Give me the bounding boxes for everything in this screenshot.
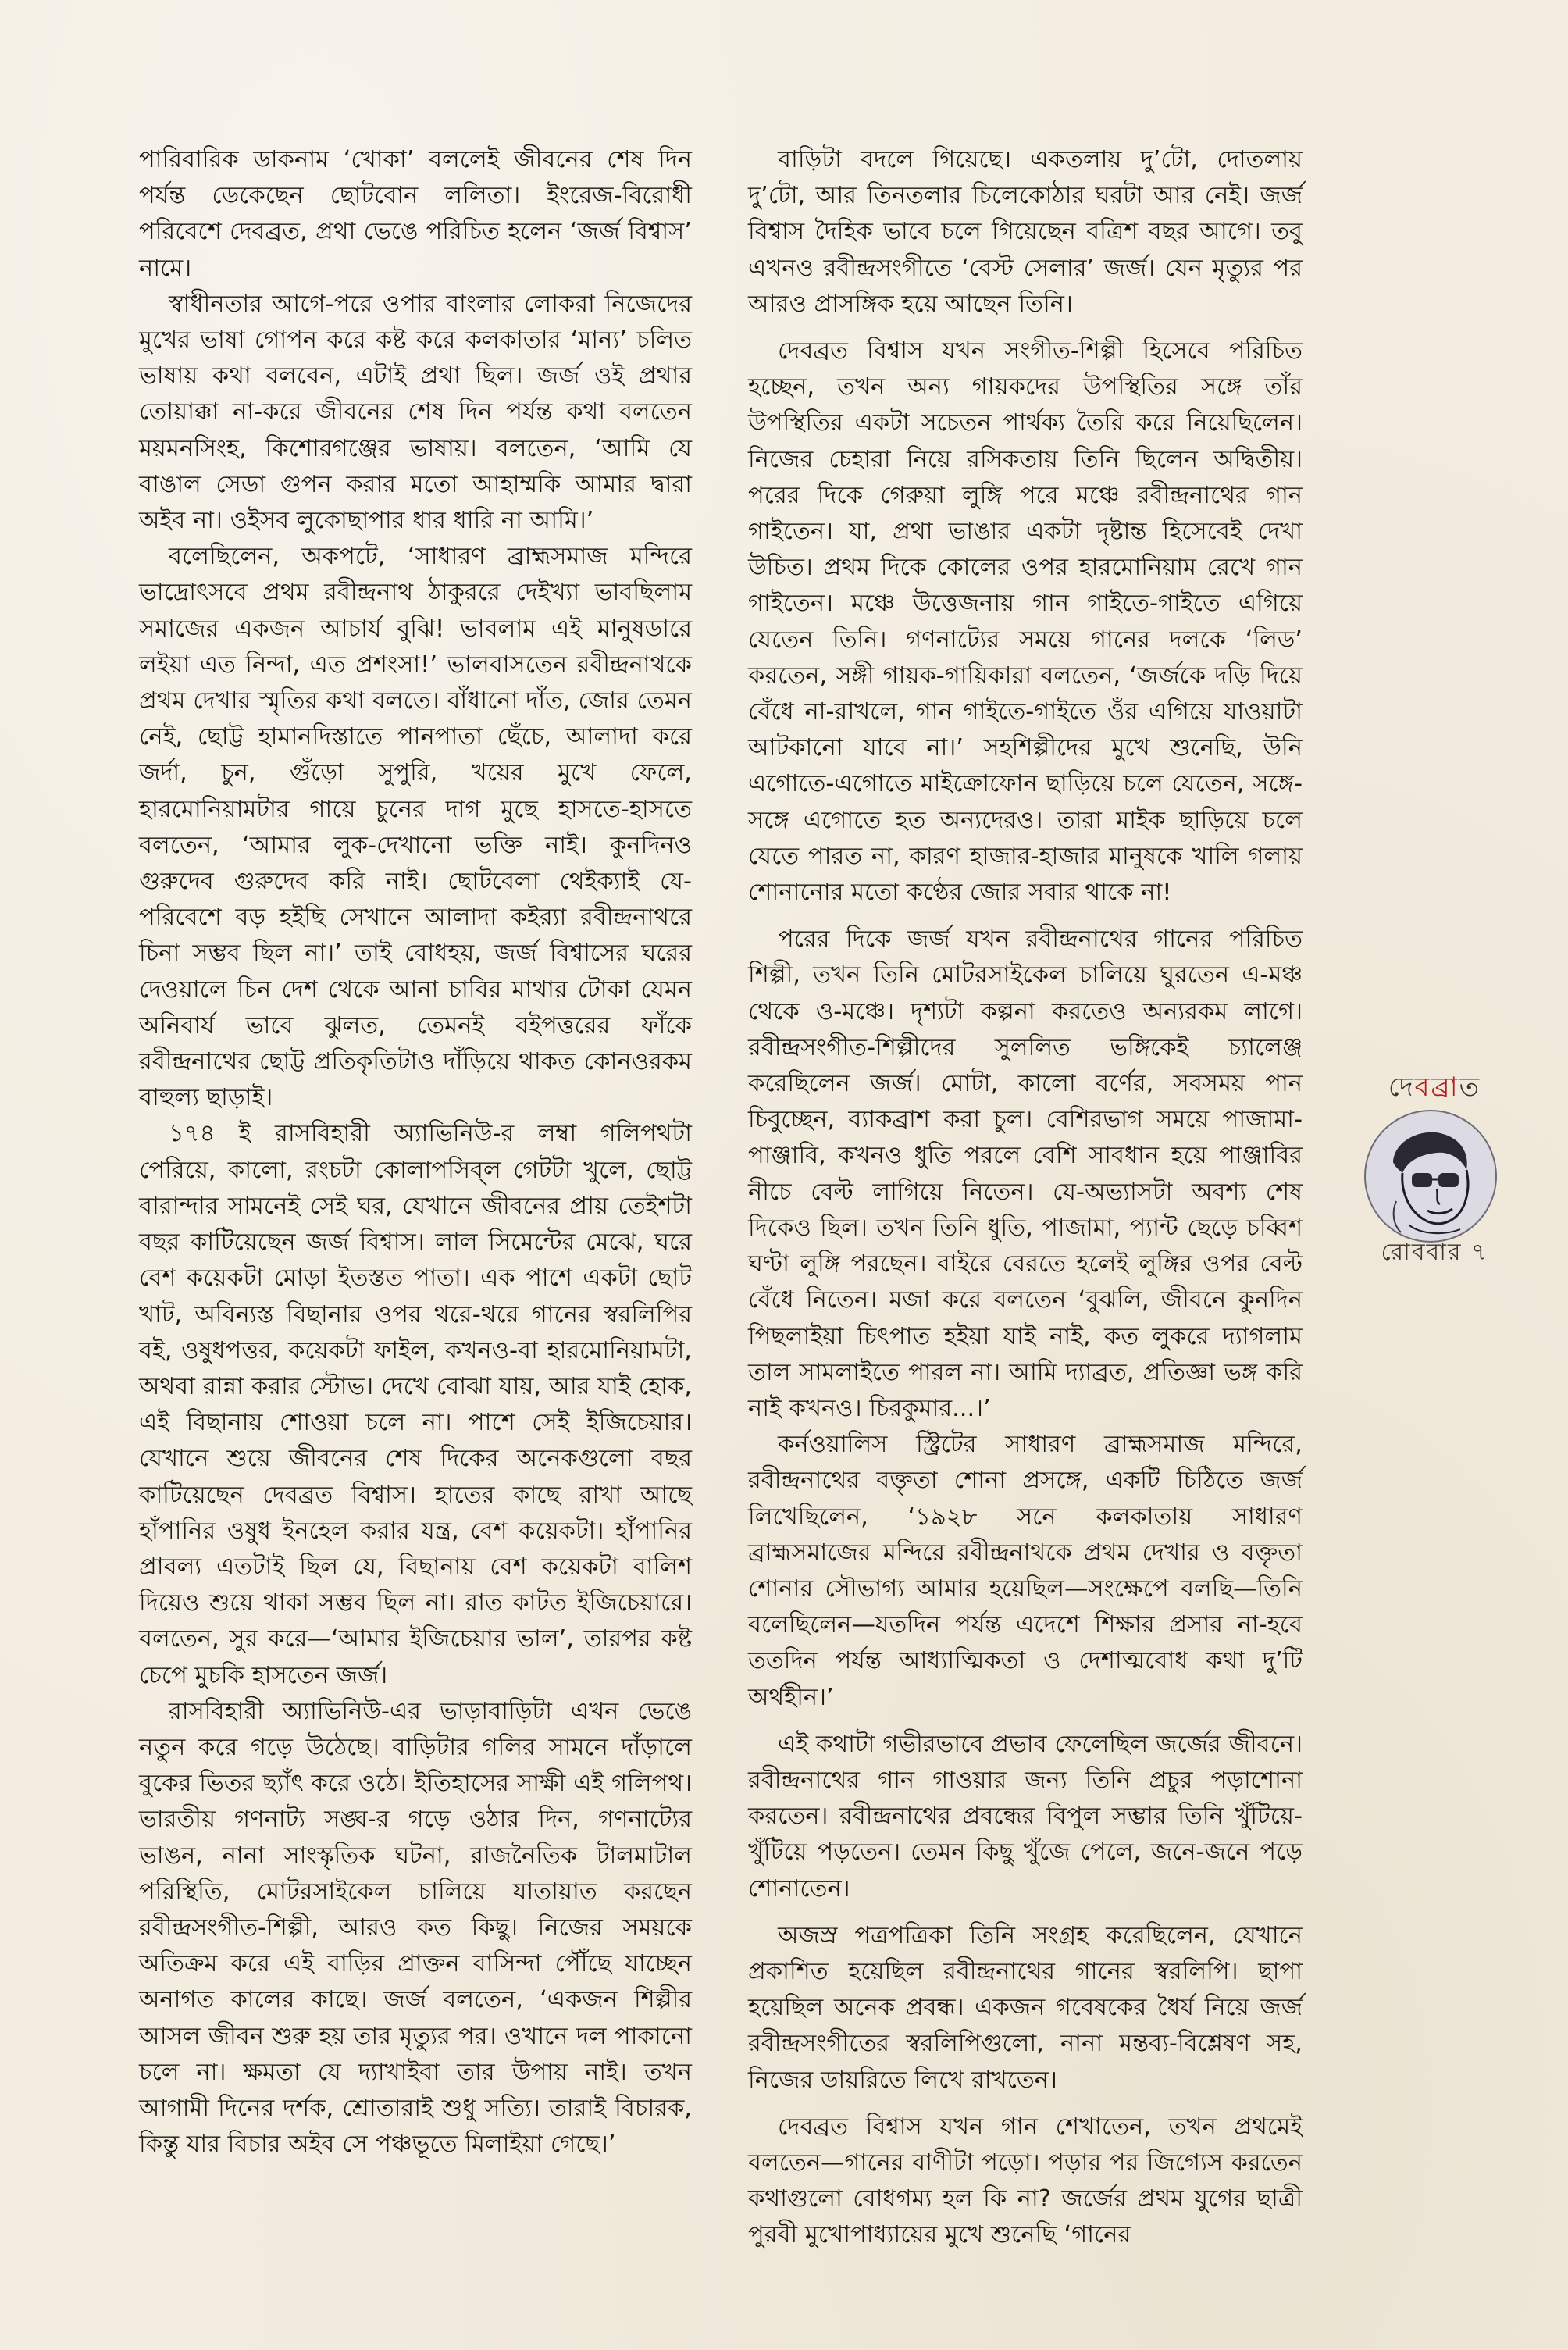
paragraph: দেবব্রত বিশ্বাস যখন গান শেখাতেন, তখন প্রথমেই বলতেন—গানের বাণীটা পড়ো। পড়ার পর জিগ্যেস করতেন কথাগুলো বোধগম্য হল কি না? জর্জের প্রথম যুগের ছাত্রী পুরবী মুখোপাধ্যায়ের মুখে শুনেছি ‘গানের bbox=[748, 2113, 1303, 2249]
badge-issue-label: রোববার ৭ bbox=[1381, 1239, 1488, 1266]
paragraph: বলেছিলেন, অকপটে, ‘সাধারণ ব্রাহ্মসমাজ মন্দিরে ভাদ্রোৎসবে প্রথম রবীন্দ্রনাথ ঠাকুররে দেইখ্যা ভাবছিলাম সমাজের একজন আচার্য বুঝি! ভাবলাম এই মানুষডারে লইয়া এত নিন্দা, এত প্রশংসা!’ ভালবাসতেন রবীন্দ্রনাথকে প্রথম দেখার স্মৃতির কথা বলতে। বাঁধানো দাঁত, জোর তেমন নেই, ছোট্ট হামানদিস্তাতে পানপাতা ছেঁচে, আলাদা করে জর্দা, চুন, গুঁড়ো সুপুরি, খয়ের মুখে ফেলে, হারমোনিয়ামটার গায়ে চুনের দাগ মুছে হাসতে-হাসতে বলতেন, ‘আমার লুক-দেখানো ভক্তি নাই। কুনদিনও গুরুদেব গুরুদেব করি নাই। ছোটবেলা থেইক্যাই যে-পরিবেশে বড় হইছি সেখানে আলাদা কইর‍্যা রবীন্দ্রনাথরে চিনা সম্ভব ছিল না।’ তাই বোধহয়, জর্জ বিশ্বাসের ঘরের দেওয়ালে চিন দেশ থেকে আনা চাবির মাথার টোকা যেমন অনিবার্য ভাবে ঝুলত, তেমনই বইপত্তরের ফাঁকে রবীন্দ্রনাথের ছোট্ট প্রতিকৃতিটাও দাঁড়িয়ে থাকত কোনওরকম বাহুল্য ছাড়াই। bbox=[139, 543, 692, 1112]
paragraph: পরের দিকে জর্জ যখন রবীন্দ্রনাথের গানের পরিচিত শিল্পী, তখন তিনি মোটরসাইকেল চালিয়ে ঘুরতেন এ-মঞ্চ থেকে ও-মঞ্চে। দৃশ্যটা কল্পনা করতেও অন্যরকম লাগে। রবীন্দ্রসংগীত-শিল্পীদের সুললিত ভঙ্গিকেই চ্যালেঞ্জ করেছিলেন জর্জ। মোটা, কালো বর্ণের, সবসময় পান চিবুচ্ছেন, ব্যাকব্রাশ করা চুল। বেশিরভাগ সময়ে পাজামা-পাঞ্জাবি, কখনও ধুতি পরলে বেশি সাবধান হয়ে পাঞ্জাবির নীচে বেল্ট লাগিয়ে নিতেন। যে-অভ্যাসটা অবশ্য শেষ দিকেও ছিল। তখন তিনি ধুতি, পাজামা, প্যান্ট ছেড়ে চব্বিশ ঘণ্টা লুঙ্গি পরছেন। বাইরে বেরতে হলেই লুঙ্গির ওপর বেল্ট বেঁধে নিতেন। মজা করে বলতেন ‘বুঝলি, জীবনে কুনদিন পিছলাইয়া চিৎপাত হইয়া যাই নাই, কত লুকরে দ্যাগলাম তাল সামলাইতে পারল না। আমি দ্যাব্রত, প্রতিজ্ঞা ভঙ্গ করি নাই কখনও। চিরকুমার...।’ bbox=[748, 925, 1303, 1422]
paragraph: অজস্র পত্রপত্রিকা তিনি সংগ্রহ করেছিলেন, যেখানে প্রকাশিত হয়েছিল রবীন্দ্রনাথের গানের স্বরলিপি। ছাপা হয়েছিল অনেক প্রবন্ধ। একজন গবেষকের ধৈর্য নিয়ে জর্জ রবীন্দ্রসংগীতের স্বরলিপিগুলো, নানা মন্তব্য-বিশ্লেষণ সহ, নিজের ডায়রিতে লিখে রাখতেন। bbox=[748, 1921, 1303, 2094]
paragraph: ১৭৪ ই রাসবিহারী অ্যাভিনিউ-র লম্বা গলিপথটা পেরিয়ে, কালো, রংচটা কোলাপসিব্‌ল গেটটা খুলে, ছোট্ট বারান্দার সামনেই সেই ঘর, যেখানে জীবনের প্রায় তেইশটা বছর কাটিয়েছেন জর্জ বিশ্বাস। লাল সিমেন্টের মেঝে, ঘরে বেশ কয়েকটা মোড়া ইতস্তত পাতা। এক পাশে একটা ছোট খাট, অবিন্যস্ত বিছানার ওপর থরে-থরে গানের স্বরলিপির বই, ওষুধপত্তর, কয়েকটা ফাইল, কখনও-বা হারমোনিয়ামটা, অথবা রান্না করার স্টোভ। দেখে বোঝা যায়, আর যাই হোক, এই বিছানায় শোওয়া চলে না। পাশে সেই ইজিচেয়ার। যেখানে শুয়ে জীবনের শেষ দিকের অনেকগুলো বছর কাটিয়েছেন দেবব্রত বিশ্বাস। হাতের কাছে রাখা আছে হাঁপানির ওষুধ ইনহেল করার যন্ত্র, বেশ কয়েকটা। হাঁপানির প্রাবল্য এতটাই ছিল যে, বিছানায় বেশ কয়েকটা বালিশ দিয়েও শুয়ে থাকা সম্ভব ছিল না। রাত কাটত ইজিচেয়ারে। বলতেন, সুর করে—‘আমার ইজিচেয়ার ভাল’, তারপর কষ্ট চেপে মুচকি হাসতেন জর্জ। bbox=[139, 1120, 692, 1689]
paragraph: বাড়িটা বদলে গিয়েছে। একতলায় দু’টো, দোতলায় দু’টো, আর তিনতলার চিলেকোঠার ঘরটা আর নেই। জর্জ বিশ্বাস দৈহিক ভাবে চলে গিয়েছেন বত্রিশ বছর আগে। তবু এখনও রবীন্দ্রসংগীতে ‘বেস্ট সেলার’ জর্জ। যেন মৃত্যুর পর আরও প্রাসঙ্গিক হয়ে আছেন তিনি। bbox=[748, 146, 1303, 318]
paragraph: পারিবারিক ডাকনাম ‘খোকা’ বললেই জীবনের শেষ দিন পর্যন্ত ডেকেছেন ছোটবোন ললিতা। ইংরেজ-বিরোধী পরিবেশে দেবব্রত, প্রথা ভেঙে পরিচিত হলেন ‘জর্জ বিশ্বাস’ নামে। bbox=[139, 146, 692, 282]
badge-title-accent: বব্রা bbox=[1414, 1072, 1459, 1103]
article-right-column bbox=[748, 142, 1303, 2254]
paragraph: স্বাধীনতার আগে-পরে ওপার বাংলার লোকরা নিজেদের মুখের ভাষা গোপন করে কষ্ট করে কলকাতার ‘মান্য’ চলিত ভাষায় কথা বলবেন, এটাই প্রথা ছিল। জর্জ ওই প্রথার তোয়াক্কা না-করে জীবনের শেষ দিন পর্যন্ত কথা বলতেন ময়মনসিংহ, কিশোরগঞ্জের ভাষায়। বলতেন, ‘আমি যে বাঙাল সেডা গুপন করার মতো আহাম্মকি আমার দ্বারা অইব না। ওইসব লুকোছাপার ধার ধারি না আমি।’ bbox=[139, 290, 693, 535]
badge-title bbox=[1345, 1072, 1524, 1103]
article-left-column bbox=[139, 142, 692, 2163]
paragraph: কর্নওয়ালিস স্ট্রিটের সাধারণ ব্রাহ্মসমাজ মন্দিরে, রবীন্দ্রনাথের বক্তৃতা শোনা প্রসঙ্গে, একটি চিঠিতে জর্জ লিখেছিলেন, ‘১৯২৮ সনে কলকাতায় সাধারণ ব্রাহ্মসমাজের মন্দিরে রবীন্দ্রনাথকে প্রথম দেখার ও বক্তৃতা শোনার সৌভাগ্য আমার হয়েছিল—সংক্ষেপে বলছি—তিনি বলেছিলেন—যতদিন পর্যন্ত এদেশে শিক্ষার প্রসার না-হবে ততদিন পর্যন্ত আধ্যাত্মিকতা ও দেশাত্মবোধ কথা দু’টি অর্থহীন।’ bbox=[748, 1431, 1303, 1711]
paragraph: এই কথাটা গভীরভাবে প্রভাব ফেলেছিল জর্জের জীবনে। রবীন্দ্রনাথের গান গাওয়ার জন্য তিনি প্রচুর পড়াশোনা করতেন। রবীন্দ্রনাথের প্রবন্ধের বিপুল সম্ভার তিনি খুঁটিয়ে-খুঁটিয়ে পড়তেন। তেমন কিছু খুঁজে পেলে, জনে-জনে পড়ে শোনাতেন। bbox=[748, 1730, 1303, 1902]
paragraph: রাসবিহারী অ্যাভিনিউ-এর ভাড়াবাড়িটা এখন ভেঙে নতুন করে গড়ে উঠেছে। বাড়িটার গলির সামনে দাঁড়ালে বুকের ভিতর ছ্যাঁৎ করে ওঠে। ইতিহাসের সাক্ষী এই গলিপথ। ভারতীয় গণনাট্য সঙ্ঘ-র গড়ে ওঠার দিন, গণনাট্যের ভাঙন, নানা সাংস্কৃতিক ঘটনা, রাজনৈতিক টালমাটাল পরিস্থিতি, মোটরসাইকেল চালিয়ে যাতায়াত করছেন রবীন্দ্রসংগীত-শিল্পী, আরও কত কিছু। নিজের সময়কে অতিক্রম করে এই বাড়ির প্রাক্তন বাসিন্দা পৌঁছে যাচ্ছেন অনাগত কালের কাছে। জর্জ বলতেন, ‘একজন শিল্পীর আসল জীবন শুরু হয় তার মৃত্যুর পর। ওখানে দল পাকানো চলে না। ক্ষমতা যে দ্যাখাইবা তার উপায় নাই। তখন আগামী দিনের দর্শক, শ্রোতারাই শুধু সত্যি। তারাই বিচারক, কিন্তু যার বিচার অইব সে পঞ্চভূতে মিলাইয়া গেছে।’ bbox=[139, 1697, 692, 2159]
badge-title-prefix: দে bbox=[1388, 1072, 1415, 1103]
portrait-sketch-icon bbox=[1362, 1107, 1499, 1245]
paragraph: দেবব্রত বিশ্বাস যখন সংগীত-শিল্পী হিসেবে পরিচিত হচ্ছেন, তখন অন্য গায়কদের উপস্থিতির সঙ্গে তাঁর উপস্থিতির একটা সচেতন পার্থক্য তৈরি করে নিয়েছিলেন। নিজের চেহারা নিয়ে রসিকতায় তিনি ছিলেন অদ্বিতীয়। পরের দিকে গেরুয়া লুঙ্গি পরে মঞ্চে রবীন্দ্রনাথের গান গাইতেন। যা, প্রথা ভাঙার একটা দৃষ্টান্ত হিসেবেই দেখা উচিত। প্রথম দিকে কোলের ওপর হারমোনিয়াম রেখে গান গাইতেন। মঞ্চে উত্তেজনায় গান গাইতে-গাইতে এগিয়ে যেতেন তিনি। গণনাট্যের সময়ে গানের দলকে ‘লিড’ করতেন, সঙ্গী গায়ক-গায়িকারা বলতেন, ‘জর্জকে দড়ি দিয়ে বেঁধে না-রাখলে, গান গাইতে-গাইতে ওঁর এগিয়ে যাওয়াটা আটকানো যাবে না।’ সহশিল্পীদের মুখে শুনেছি, উনি এগোতে-এগোতে মাইক্রোফোন ছাড়িয়ে চলে যেতেন, সঙ্গে-সঙ্গে এগোতে হত অন্যদেরও। তারা মাইক ছাড়িয়ে চলে যেতে পারত না, কারণ হাজার-হাজার মানুষকে খালি গলায় শোনানোর মতো কণ্ঠের জোর সবার থাকে না! bbox=[748, 337, 1303, 907]
magazine-badge bbox=[1345, 1072, 1524, 1267]
badge-title-suffix: ত bbox=[1459, 1072, 1481, 1103]
